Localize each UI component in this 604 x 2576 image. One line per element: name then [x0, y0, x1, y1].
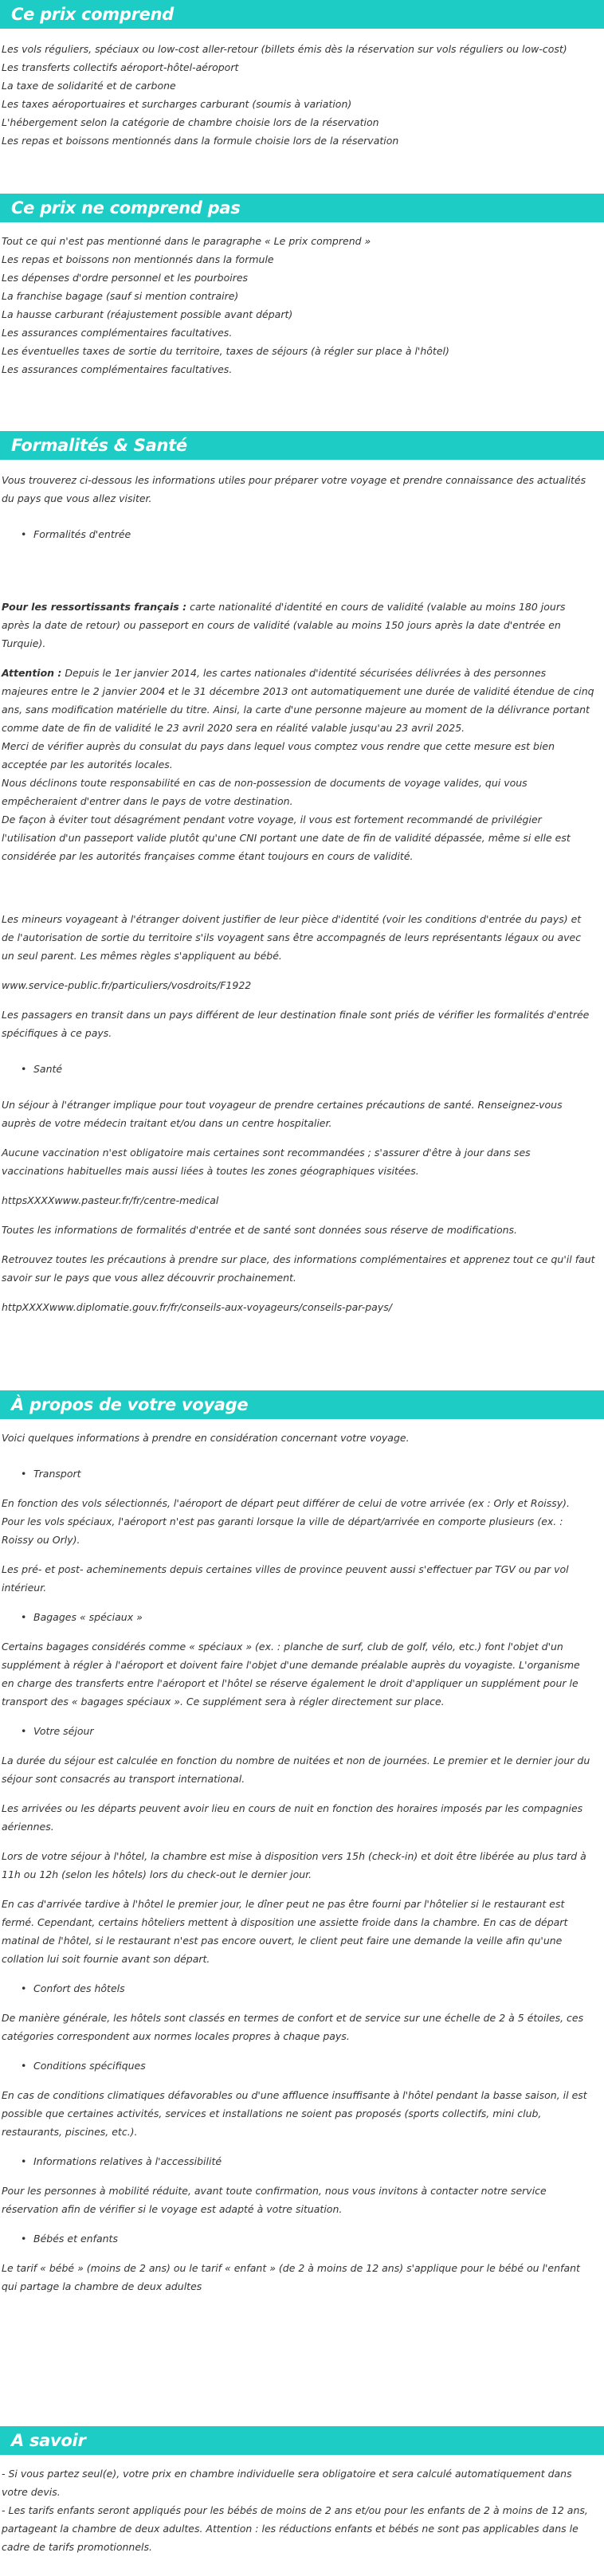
passagers-paragraph: Les passagers en transit dans un pays différent de leur destination finale sont priés de vérifier les formalités d'entrée spécifiques à ce pays.	[2, 1009, 590, 1039]
diplomatie-link[interactable]: httpXXXXwww.diplomatie.gouv.fr/fr/conseils-aux-voyageurs/conseils-par-pays/	[2, 1301, 392, 1313]
section-title-prix-ne-comprend: Ce prix ne comprend pas	[0, 194, 604, 222]
section-prix-comprend	[0, 0, 604, 150]
toutes-infos-paragraph: Toutes les informations de formalités d'entrée et de santé sont données sous réserve de modifications.	[2, 1224, 518, 1236]
service-public-link[interactable]: www.service-public.fr/particuliers/vosdroits/F1922	[2, 979, 252, 991]
facon-paragraph: De façon à éviter tout désagrément pendant votre voyage, il vous est fortement recommandé de privilégier l'utilisation d'un passeport valide plutôt qu'une CNI portant une date de fin de validité dépassée, même si elle est considérée par les autorités françaises comme étant toujours en cours de validité.	[2, 814, 571, 862]
list-item: Les assurances complémentaires facultatives.	[2, 363, 233, 375]
apropos-intro: Voici quelques informations à prendre en considération concernant votre voyage.	[2, 1432, 410, 1444]
list-item: Les éventuelles taxes de sortie du territoire, taxes de séjours (à régler sur place à l'hôtel)	[2, 345, 449, 357]
list-item: Les dépenses d'ordre personnel et les pourboires	[2, 272, 249, 284]
vaccination-paragraph: Aucune vaccination n'est obligatoire mais certaines sont recommandées ; s'assurer d'être à jour dans ses vaccinations habituelles mais aussi liées à toutes les zones géographiques visitées.	[2, 1147, 531, 1177]
declinons-paragraph: Nous déclinons toute responsabilité en cas de non-possession de documents de voyage valides, qui vous empêcheraient d'entrer dans le pays de votre destination.	[2, 777, 528, 807]
bullet-bebes: • Bébés et enfants	[2, 2229, 601, 2248]
apropos-content	[0, 1419, 604, 2296]
mineurs-paragraph: Les mineurs voyageant à l'étranger doivent justifier de leur pièce d'identité (voir les conditions d'entrée du pays) et de l'autorisation de sortie du territoire s'ils voyagent sans être accompagnés de leurs représentants légaux ou avec un seul parent. Les mêmes règles s'appliquent au bébé.	[2, 913, 582, 962]
a-savoir-content	[0, 2455, 604, 2556]
a-savoir-paragraph-2: - Les tarifs enfants seront appliqués pour les bébés de moins de 2 ans et/ou pour les enfants de 2 à moins de 12 ans, partageant la chambre de deux adultes. Attention : les réductions enfants et bébés ne sont pas applicables dans le cadre de tarifs promotionnels.	[2, 2504, 588, 2553]
list-item: Les repas et boissons non mentionnés dans la formule	[2, 253, 274, 265]
list-item: Les vols réguliers, spéciaux ou low-cost aller-retour (billets émis dès la réservation sur vols réguliers ou low-cost)	[2, 43, 567, 55]
attention-text: Depuis le 1er janvier 2014, les cartes nationales d'identité sécurisées délivrées à des personnes majeures entre le 2 janvier 2004 et le 31 décembre 2013 ont automatiquement une durée de validité étendue de cinq ans, sans modification matérielle du titre. Ainsi, la carte d'une personne majeure au moment de la délivrance portant comme date de fin de validité le 23 avril 2020 sera en réalité valable jusqu'au 23 avril 2025.	[2, 667, 594, 734]
section-title-prix-comprend: Ce prix comprend	[0, 0, 604, 29]
list-item: Tout ce qui n'est pas mentionné dans le paragraphe « Le prix comprend »	[2, 235, 371, 247]
section-title-formalites: Formalités & Santé	[0, 431, 604, 460]
confort-paragraph: De manière générale, les hôtels sont classés en termes de confort et de service sur une échelle de 2 à 5 étoiles, ces catégories correspondent aux normes locales propres à chaque pays.	[2, 2012, 584, 2042]
bullet-sante: • Santé	[2, 1060, 601, 1078]
section-apropos	[0, 1390, 604, 2296]
attention-paragraph	[2, 664, 595, 737]
list-item: Les repas et boissons mentionnés dans la formule choisie lors de la réservation	[2, 135, 399, 147]
ressortissants-paragraph	[2, 598, 595, 653]
pasteur-link[interactable]: httpsXXXXwww.pasteur.fr/fr/centre-medical	[2, 1194, 219, 1206]
sejour-sante-paragraph: Un séjour à l'étranger implique pour tout voyageur de prendre certaines précautions de santé. Renseignez-vous auprès de votre médecin traitant et/ou dans un centre hospitalier.	[2, 1099, 563, 1129]
formalites-intro: Vous trouverez ci-dessous les informations utiles pour préparer votre voyage et prendre connaissance des actualités du pays que vous allez visiter.	[2, 474, 586, 504]
list-item: Les transferts collectifs aéroport-hôtel-aéroport	[2, 61, 239, 73]
bullet-bagages: • Bagages « spéciaux »	[2, 1608, 601, 1626]
section-formalites-sante	[0, 431, 604, 1316]
bebes-paragraph: Le tarif « bébé » (moins de 2 ans) ou le tarif « enfant » (de 2 à moins de 12 ans) s'applique pour le bébé ou l'enfant qui partage la chambre de deux adultes	[2, 2262, 580, 2292]
list-item: Les assurances complémentaires facultatives.	[2, 327, 233, 339]
accessibilite-paragraph: Pour les personnes à mobilité réduite, avant toute confirmation, nous vous invitons à contacter notre service réservation afin de vérifier si le voyage est adapté à votre situation.	[2, 2185, 547, 2215]
bagages-paragraph: Certains bagages considérés comme « spéciaux » (ex. : planche de surf, club de golf, vélo, etc.) font l'objet d'un supplément à régler à l'aéroport et doivent faire l'objet d'une demande préalable auprès du voyagiste. L'organisme en charge des transferts entre l'aéroport et l'hôtel se réserve également le droit d'appliquer un supplément pour le transport des « bagages spéciaux ». Ce supplément sera à régler directement sur place.	[2, 1641, 580, 1708]
bullet-confort: • Confort des hôtels	[2, 1979, 601, 1998]
bullet-votre-sejour: • Votre séjour	[2, 1722, 601, 1740]
merci-paragraph: Merci de vérifier auprès du consulat du pays dans lequel vous comptez vous rendre que cette mesure est bien acceptée par les autorités locales.	[2, 740, 555, 770]
sejour-paragraph-3: Lors de votre séjour à l'hôtel, la chambre est mise à disposition vers 15h (check-in) et doit être libérée au plus tard à 11h ou 12h (selon les hôtels) lors du check-out le dernier jour.	[2, 1850, 586, 1880]
attention-label: Attention :	[2, 667, 62, 679]
section-title-apropos: À propos de votre voyage	[0, 1390, 604, 1419]
conditions-paragraph: En cas de conditions climatiques défavorables ou d'une affluence insuffisante à l'hôtel pendant la basse saison, il est possible que certaines activités, services et installations ne soient pas proposés (sports collectifs, mini club, restaurants, piscines, etc.).	[2, 2089, 587, 2138]
bullet-conditions: • Conditions spécifiques	[2, 2056, 601, 2075]
section-title-a-savoir: A savoir	[0, 2426, 604, 2455]
section-a-savoir	[0, 2426, 604, 2556]
bullet-formalites-entree: • Formalités d'entrée	[2, 525, 601, 543]
prix-comprend-list	[0, 29, 604, 150]
list-item: La taxe de solidarité et de carbone	[2, 80, 176, 92]
transport-paragraph-2: Les pré- et post- acheminements depuis certaines villes de province peuvent aussi s'effectuer par TGV ou par vol intérieur.	[2, 1563, 569, 1594]
a-savoir-paragraph-1: - Si vous partez seul(e), votre prix en chambre individuelle sera obligatoire et sera calculé automatiquement dans votre devis.	[2, 2468, 572, 2498]
list-item: Les taxes aéroportuaires et surcharges carburant (soumis à variation)	[2, 98, 352, 110]
transport-paragraph-1: En fonction des vols sélectionnés, l'aéroport de départ peut différer de celui de votre arrivée (ex : Orly et Roissy). Pour les vols spéciaux, l'aéroport n'est pas garanti lorsque la ville de départ/arrivée en comporte plusieurs (ex. : Roissy ou Orly).	[2, 1497, 570, 1546]
list-item: La franchise bagage (sauf si mention contraire)	[2, 290, 239, 302]
bullet-accessibilite: • Informations relatives à l'accessibilité	[2, 2152, 601, 2170]
bullet-transport: • Transport	[2, 1464, 601, 1483]
formalites-content	[0, 460, 604, 1316]
section-prix-ne-comprend	[0, 194, 604, 378]
sejour-paragraph-2: Les arrivées ou les départs peuvent avoir lieu en cours de nuit en fonction des horaires imposés par les compagnies aériennes.	[2, 1802, 583, 1833]
list-item: La hausse carburant (réajustement possible avant départ)	[2, 308, 293, 320]
ressortissants-text: carte nationalité d'identité en cours de validité (valable au moins 180 jours après la date de retour) ou passeport en cours de validité (valable au moins 150 jours après la date d'entrée en Turquie).	[2, 601, 566, 649]
prix-ne-comprend-list	[0, 222, 604, 378]
retrouvez-paragraph: Retrouvez toutes les précautions à prendre sur place, des informations complémentaires et apprenez tout ce qu'il faut savoir sur le pays que vous allez découvrir prochainement.	[2, 1253, 595, 1284]
list-item: L'hébergement selon la catégorie de chambre choisie lors de la réservation	[2, 116, 379, 128]
ressortissants-label: Pour les ressortissants français :	[2, 601, 187, 613]
sejour-paragraph-1: La durée du séjour est calculée en fonction du nombre de nuitées et non de journées. Le premier et le dernier jour du séjour sont consacrés au transport international.	[2, 1755, 590, 1785]
sejour-paragraph-4: En cas d'arrivée tardive à l'hôtel le premier jour, le dîner peut ne pas être fourni par l'hôtelier si le restaurant est fermé. Cependant, certains hôteliers mettent à disposition une assiette froide dans la chambre. En cas de départ matinal de l'hôtel, si le restaurant n'est pas encore ouvert, le client peut faire une demande la veille afin qu'une collation lui soit fournie avant son départ.	[2, 1898, 568, 1965]
